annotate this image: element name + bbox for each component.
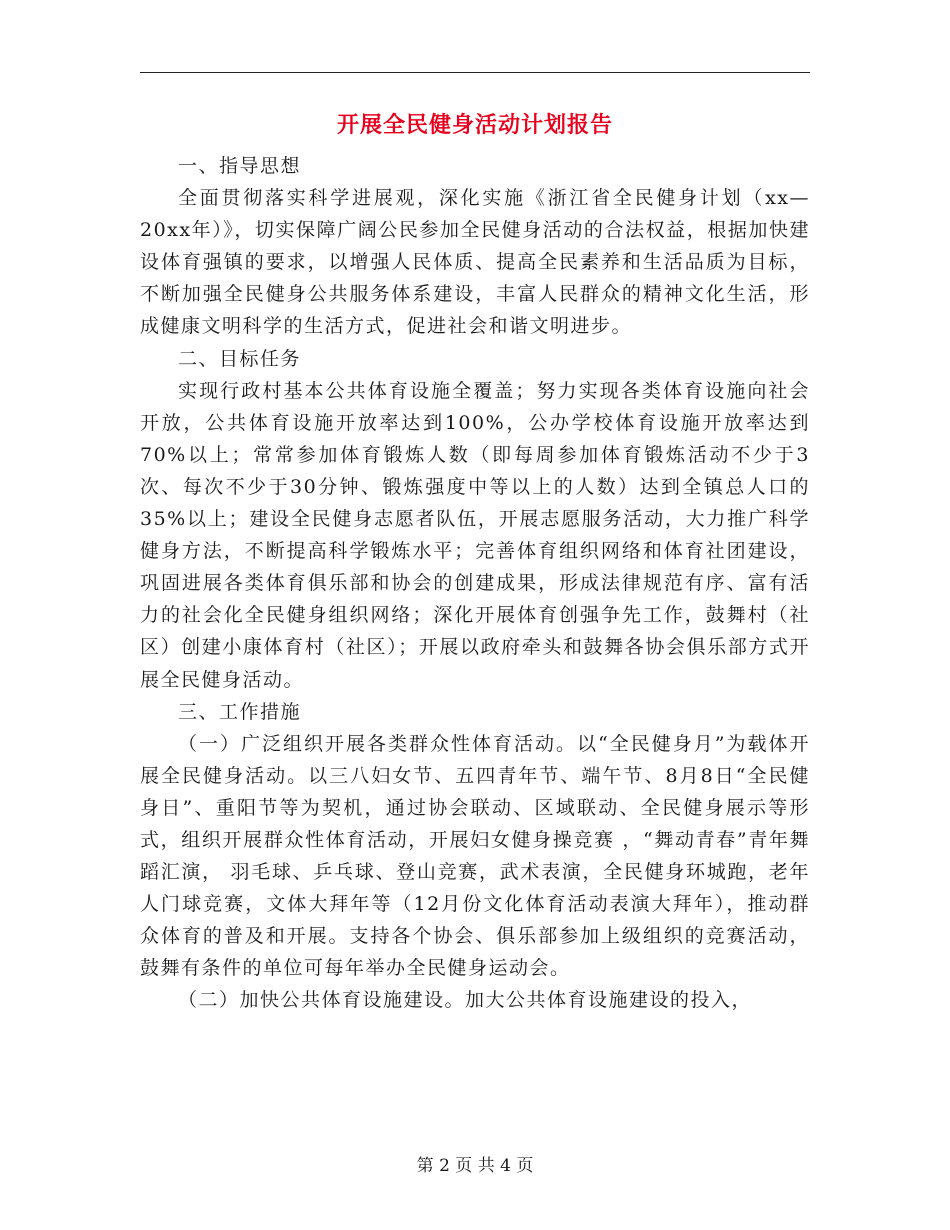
page-number-footer: 第 2 页 共 4 页 (416, 1156, 534, 1176)
section-heading-guiding-thought: 一、指导思想 (178, 155, 302, 177)
paragraph-goals: 实现行政村基本公共体育设施全覆盖；努力实现各类体育设施向社会开放，公共体育设施开放率达到100%，公办学校体育设施开放率达到70%以上；常常参加体育锻炼人数（即每周参加体育锻炼活动不少于3次、每次不少于30分钟、锻炼强度中等以上的人数）达到全镇总人口的35%以上；建设全民健身志愿者队伍，开展志愿服务活动，大力推广科学健身方法，不断提高科学锻炼水平；完善体育组织网络和体育社团建设，巩固进展各类体育俱乐部和协会的创建成果，形成法律规范有序、富有活力的社会化全民健身组织网络；深化开展体育创强争先工作，鼓舞村（社区）创建小康体育村（社区）；开展以政府牵头和鼓舞各协会俱乐部方式开展全民健身活动。 (140, 379, 810, 691)
document-body (140, 150, 810, 1017)
section-heading-measures: 三、工作措施 (178, 700, 302, 723)
section-heading-goals: 二、目标任务 (178, 347, 302, 370)
paragraph-guiding-thought: 全面贯彻落实科学进展观，深化实施《浙江省全民健身计划（xx—20xx年）》，切实保障广阔公民参加全民健身活动的合法权益，根据加快建设体育强镇的要求，以增强人民体质、提高全民素养和生活品质为目标，不断加强全民健身公共服务体系建设，丰富人民群众的精神文化生活，形成健康文明科学的生活方式，促进社会和谐文明进步。 (140, 187, 810, 338)
header-rule (140, 72, 810, 73)
paragraph-measure-two: （二）加快公共体育设施建设。加大公共体育设施建设的投入， (178, 989, 753, 1012)
document-title: 开展全民健身活动计划报告 (336, 112, 613, 138)
paragraph-measure-one: （一）广泛组织开展各类群众性体育活动。以“全民健身月”为载体开展全民健身活动。以三八妇女节、五四青年节、端午节、8月8日“全民健身日”、重阳节等为契机，通过协会联动、区域联动、全民健身展示等形式，组织开展群众性体育活动，开展妇女健身操竞赛 ，“舞动青春”青年舞蹈汇演， 羽毛球、乒乓球、登山竞赛，武术表演，全民健身环城跑，老年人门球竞赛，文体大拜年等（12月份文化体育活动表演大拜年），推动群众体育的普及和开展。支持各个协会、俱乐部参加上级组织的竞赛活动，鼓舞有条件的单位可每年举办全民健身运动会。 (140, 732, 810, 980)
